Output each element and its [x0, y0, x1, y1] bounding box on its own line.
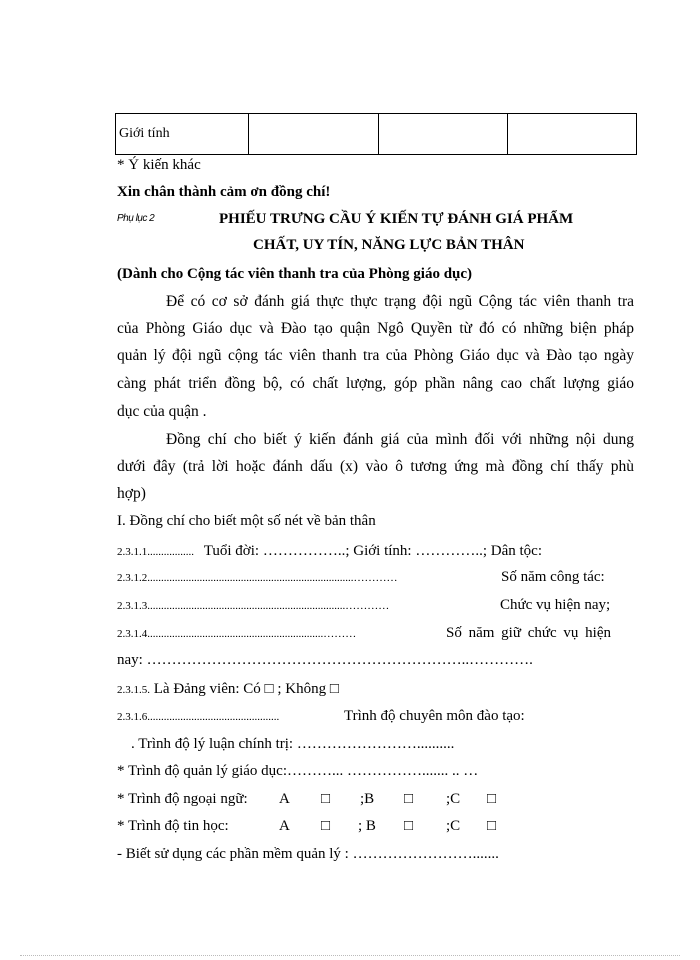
other-opinion: * Ý kiến khác [117, 157, 201, 173]
item-number: 2.3.1.4. [117, 628, 150, 640]
item-leader: .......................................................................………… [150, 600, 390, 612]
item-years-position [117, 625, 356, 642]
doc-title-line2: CHẤT, UY TÍN, NĂNG LỰC BẢN THÂN [253, 237, 525, 253]
page-bottom-divider [20, 955, 680, 956]
item-party-member [117, 681, 339, 698]
checkbox[interactable]: □ [321, 818, 331, 834]
item-text: Số năm công tác: [501, 569, 605, 585]
option-letter: ;B [360, 791, 375, 807]
it-label: * Trình độ tin học: [117, 818, 229, 834]
option-letter: ;C [446, 818, 461, 834]
checkbox[interactable]: □ [404, 791, 414, 807]
software-line: - Biết sử dụng các phần mềm quản lý : ……………………....... [117, 846, 499, 862]
item-number: 2.3.1.6. [117, 711, 150, 723]
option-letter: ;C [446, 791, 461, 807]
item-years-work [117, 569, 398, 586]
item-text: Chức vụ hiện nay; [500, 597, 611, 613]
item-number: 2.3.1.5. [117, 684, 150, 696]
thanks-line: Xin chân thành cảm ơn đồng chí! [117, 184, 331, 200]
checkbox[interactable]: □ [487, 791, 497, 807]
appendix-label: Phụ lục 2 [117, 213, 155, 224]
item-continuation: nay: ………………………………………………………..…………. [117, 652, 533, 668]
checkbox[interactable]: □ [321, 791, 331, 807]
option-letter: A [279, 818, 290, 834]
doc-title-line1: PHIẾU TRƯNG CẦU Ý KIẾN TỰ ĐÁNH GIÁ PHẨM [219, 211, 574, 227]
item-leader: ..........................................................................………… [150, 572, 398, 584]
paragraph-line: của Phòng Giáo dục và Đào tạo quận Ngô Quyền từ đó có những biện pháp [117, 320, 634, 337]
paragraph-line: Đồng chí cho biết ý kiến đánh giá của mình đối với những nội dung [166, 431, 634, 448]
paragraph-line: dục của quận . [117, 403, 207, 420]
gender-cell [249, 114, 379, 155]
item-text: Số năm giữ chức vụ hiện [446, 625, 611, 641]
option-letter: A [279, 791, 290, 807]
doc-subtitle: (Dành cho Cộng tác viên thanh tra của Phòng giáo dục) [117, 266, 473, 282]
paragraph-line: hợp) [117, 485, 146, 502]
option-letter: ; B [358, 818, 376, 834]
item-text: Trình độ chuyên môn đào tạo: [344, 708, 525, 724]
gender-table [115, 113, 637, 155]
paragraph-line: quản lý đội ngũ cộng tác viên thanh tra của Phòng Giáo dục và Đào tạo ngày [117, 347, 634, 364]
item-number: 2.3.1.1. [117, 546, 150, 558]
item-number: 2.3.1.2. [117, 572, 150, 584]
item-text: Tuổi đời: ……………..; Giới tính: …………..; Dân tộc: [203, 543, 542, 559]
it-line [117, 818, 537, 840]
paragraph-line: dưới đây (trả lời hoặc đánh dấu (x) vào ô tương ứng mà đồng chí thấy phù [117, 458, 634, 475]
gender-label-cell: Giới tính [116, 114, 249, 155]
language-line [117, 791, 537, 813]
checkbox[interactable]: □ [487, 818, 497, 834]
paragraph-line: Để có cơ sở đánh giá thực thực trạng đội ngũ Cộng tác viên thanh tra [166, 293, 634, 310]
gender-cell [379, 114, 508, 155]
section-heading: I. Đồng chí cho biết một số nét về bản thân [117, 513, 376, 529]
checkbox[interactable]: □ [404, 818, 414, 834]
paragraph-line: càng phát triển đồng bộ, có chất lượng, góp phần nâng cao chất lượng giáo [117, 375, 634, 392]
item-leader: ...............................................................……… [150, 628, 357, 640]
language-label: * Trình độ ngoại ngữ: [117, 791, 248, 807]
item-leader: ............................................... [150, 711, 280, 723]
item-qualification [117, 708, 279, 725]
item-leader: ................ [150, 546, 194, 558]
item-number: 2.3.1.3. [117, 600, 150, 612]
political-theory-line: . Trình độ lý luận chính trị: …………………….......... [131, 736, 455, 752]
item-position [117, 597, 389, 614]
item-age-gender [117, 543, 542, 560]
gender-cell [508, 114, 637, 155]
item-text: Là Đảng viên: Có □ ; Không □ [153, 681, 339, 697]
management-line: * Trình độ quản lý giáo dục:………... ……………....... .. … [117, 763, 479, 779]
